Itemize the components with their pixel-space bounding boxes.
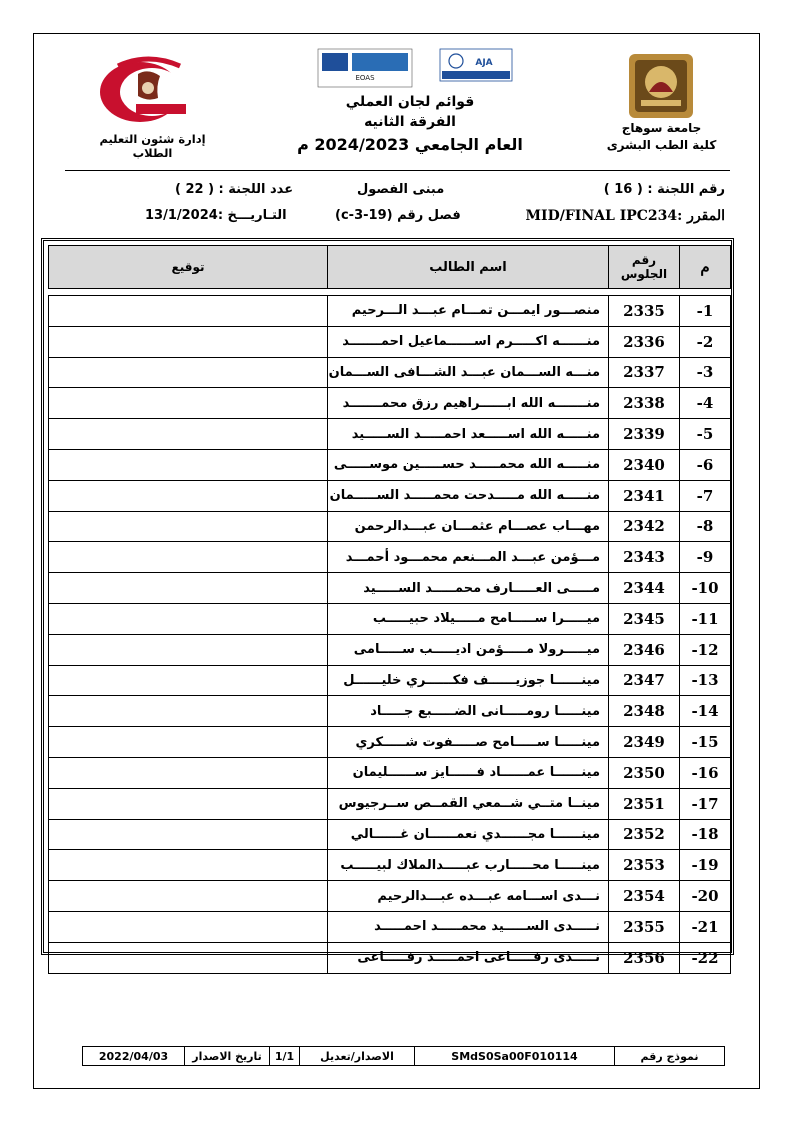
row-student-name: ميـــــرولا مـــــؤمن اديـــــب ســـــامى <box>328 634 609 665</box>
row-signature-cell <box>49 665 328 696</box>
footer-issue-date-value: 2022/04/03 <box>98 1049 169 1063</box>
header-gap-row <box>49 289 731 296</box>
row-signature-cell <box>49 480 328 511</box>
row-seat-number: 2353 <box>609 850 680 881</box>
row-student-name: مهـــاب عصـــام عثمـــان عبـــدالرحمن <box>328 511 609 542</box>
row-student-name: مـــــى العـــــارف محمـــــد الســـــيد <box>328 573 609 604</box>
table-row <box>49 542 731 573</box>
row-student-name: نـــدى اســـامه عبـــده عبـــدالرحيم <box>328 881 609 912</box>
row-student-name: منـــــــه الله ابــــــراهيم رزق محمـــــــد <box>328 388 609 419</box>
row-signature-cell <box>49 573 328 604</box>
row-index: -12 <box>680 634 731 665</box>
row-seat-number: 2347 <box>609 665 680 696</box>
university-name: جامعة سوهاج <box>621 121 702 135</box>
row-index: -2 <box>680 326 731 357</box>
row-seat-number: 2341 <box>609 480 680 511</box>
cert-right-text: AJA <box>475 58 493 68</box>
table-row <box>49 419 731 450</box>
row-student-name: منـــه الســـمان عبـــد الشـــافى الســـمان <box>328 357 609 388</box>
table-row <box>49 449 731 480</box>
row-index: -16 <box>680 757 731 788</box>
title-line-3: العام الجامعي 2024/2023 م <box>297 135 523 154</box>
students-table-frame <box>41 238 734 967</box>
committee-count: عدد اللجنة : ( 22 ) <box>175 182 294 197</box>
footer-version-label: الاصدار/تعديل <box>299 1047 414 1065</box>
table-row <box>49 573 731 604</box>
row-seat-number: 2346 <box>609 634 680 665</box>
row-seat-number: 2355 <box>609 911 680 942</box>
table-row <box>49 480 731 511</box>
row-signature-cell <box>49 357 328 388</box>
row-signature-cell <box>49 727 328 758</box>
table-row <box>49 727 731 758</box>
row-index: -21 <box>680 911 731 942</box>
footer-version-value: 1/1 <box>269 1047 299 1065</box>
table-row <box>49 881 731 912</box>
table-row <box>49 788 731 819</box>
row-index: -17 <box>680 788 731 819</box>
table-row <box>49 388 731 419</box>
student-affairs-logo <box>78 52 208 126</box>
row-student-name: مـــؤمن عبـــد المـــنعم محمـــود أحمـــد <box>328 542 609 573</box>
faculty-name: كلية الطب البشرى <box>606 138 717 152</box>
row-student-name: مينــــــا جوزيــــــف فكــــــري خليــــــل <box>328 665 609 696</box>
row-index: -11 <box>680 603 731 634</box>
row-index: -18 <box>680 819 731 850</box>
header-signature: توقيع <box>49 246 328 289</box>
row-signature-cell <box>49 511 328 542</box>
title-line-1: قوائم لجان العملي <box>345 94 475 110</box>
row-student-name: مينــــــا عمــــــاد فــــــايز ســــــليمان <box>328 757 609 788</box>
footer-form-label: نموذج رقم <box>614 1047 724 1065</box>
table-row <box>49 942 731 973</box>
title-line-2: الفرقة الثانيه <box>364 114 456 130</box>
row-signature-cell <box>49 757 328 788</box>
row-index: -7 <box>680 480 731 511</box>
row-student-name: منـــــه الله اســـــعد احمـــــد الســـــيد <box>328 419 609 450</box>
document-title <box>270 92 550 158</box>
row-signature-cell <box>49 850 328 881</box>
row-seat-number: 2351 <box>609 788 680 819</box>
row-student-name: مينـــــا محـــــارب عبـــــدالملاك لبيـــــب <box>328 850 609 881</box>
row-signature-cell <box>49 788 328 819</box>
cert-left-text: EOAS <box>355 74 375 82</box>
university-seal <box>627 52 695 120</box>
row-seat-number: 2348 <box>609 696 680 727</box>
row-student-name: مينـــــا رومـــــانى الضـــــبع جـــــاد <box>328 696 609 727</box>
table-row <box>49 511 731 542</box>
row-seat-number: 2343 <box>609 542 680 573</box>
table-row <box>49 819 731 850</box>
university-faculty-name <box>604 120 719 154</box>
row-seat-number: 2354 <box>609 881 680 912</box>
committee-number: رقم اللجنة : ( 16 ) <box>603 182 725 197</box>
row-seat-number: 2349 <box>609 727 680 758</box>
table-row <box>49 911 731 942</box>
row-student-name: مينـــــا ســـــامح صـــــفوت شـــــكري <box>328 727 609 758</box>
row-seat-number: 2345 <box>609 603 680 634</box>
row-signature-cell <box>49 388 328 419</box>
row-index: -9 <box>680 542 731 573</box>
row-student-name: منـــــه الله محمـــــد حســـــين موســـــى <box>328 449 609 480</box>
row-student-name: مينــــــا مجــــــدي نعمــــــان غــــــالي <box>328 819 609 850</box>
table-row <box>49 665 731 696</box>
table-row <box>49 603 731 634</box>
row-student-name: منـــــه الله مـــــدحت محمـــــد الســـــمان <box>328 480 609 511</box>
row-signature-cell <box>49 634 328 665</box>
exam-date: التـاريـــخ :13/1/2024 <box>145 208 287 223</box>
header-divider <box>65 170 730 171</box>
table-row <box>49 696 731 727</box>
table-row <box>49 357 731 388</box>
row-seat-number: 2352 <box>609 819 680 850</box>
row-index: -19 <box>680 850 731 881</box>
row-signature-cell <box>49 326 328 357</box>
table-body <box>49 289 731 974</box>
row-seat-number: 2337 <box>609 357 680 388</box>
row-index: -14 <box>680 696 731 727</box>
row-index: -13 <box>680 665 731 696</box>
row-signature-cell <box>49 881 328 912</box>
table-header-row <box>49 246 731 289</box>
row-seat-number: 2342 <box>609 511 680 542</box>
header-index: م <box>680 246 731 289</box>
row-student-name: ميـــــرا ســـــامح مـــــيلاد حبيـــــب <box>328 603 609 634</box>
row-seat-number: 2335 <box>609 296 680 327</box>
row-index: -6 <box>680 449 731 480</box>
row-seat-number: 2336 <box>609 326 680 357</box>
row-index: -15 <box>680 727 731 758</box>
row-signature-cell <box>49 449 328 480</box>
row-signature-cell <box>49 942 328 973</box>
row-seat-number: 2356 <box>609 942 680 973</box>
table-row <box>49 296 731 327</box>
certification-badges <box>316 47 516 89</box>
table-row <box>49 326 731 357</box>
row-signature-cell <box>49 296 328 327</box>
row-student-name: نـــــدى رفـــــاعى احمـــــد رفـــــاعى <box>328 942 609 973</box>
row-signature-cell <box>49 419 328 450</box>
form-footer <box>82 1046 725 1066</box>
row-student-name: نـــــدى الســـــيد محمـــــد احمـــــد <box>328 911 609 942</box>
row-seat-number: 2339 <box>609 419 680 450</box>
table-row <box>49 634 731 665</box>
row-index: -8 <box>680 511 731 542</box>
row-index: -22 <box>680 942 731 973</box>
classroom-number: فصل رقم (19-3-c) <box>335 208 461 223</box>
footer-form-code: SMdS0Sa00F010114 <box>414 1047 614 1065</box>
row-signature-cell <box>49 911 328 942</box>
row-seat-number: 2344 <box>609 573 680 604</box>
row-index: -1 <box>680 296 731 327</box>
table-row <box>49 850 731 881</box>
row-signature-cell <box>49 819 328 850</box>
course-code: المقرر :MID/FINAL IPC234 <box>525 208 725 224</box>
row-index: -10 <box>680 573 731 604</box>
header-seat-number: رقم الجلوس <box>609 246 680 289</box>
row-student-name: منــــــه اكـــــرم اســــــماعيل احمـــــــد <box>328 326 609 357</box>
row-index: -4 <box>680 388 731 419</box>
building-name: مبنى الفصول <box>357 182 445 197</box>
admin-department-text: إدارة شئون التعليم الطلاب <box>99 132 206 160</box>
row-index: -5 <box>680 419 731 450</box>
header-student-name: اسم الطالب <box>328 246 609 289</box>
row-seat-number: 2350 <box>609 757 680 788</box>
row-student-name: مينــا متــي شــمعي القمــص ســرجيوس <box>328 788 609 819</box>
table-row <box>49 757 731 788</box>
footer-issue-date-label: تاريخ الاصدار <box>184 1047 269 1065</box>
row-signature-cell <box>49 696 328 727</box>
row-signature-cell <box>49 542 328 573</box>
row-student-name: منصـــور ايمـــن تمـــام عبـــد الـــرحيم <box>328 296 609 327</box>
row-signature-cell <box>49 603 328 634</box>
row-index: -20 <box>680 881 731 912</box>
students-table <box>48 245 731 974</box>
row-seat-number: 2340 <box>609 449 680 480</box>
row-seat-number: 2338 <box>609 388 680 419</box>
row-index: -3 <box>680 357 731 388</box>
